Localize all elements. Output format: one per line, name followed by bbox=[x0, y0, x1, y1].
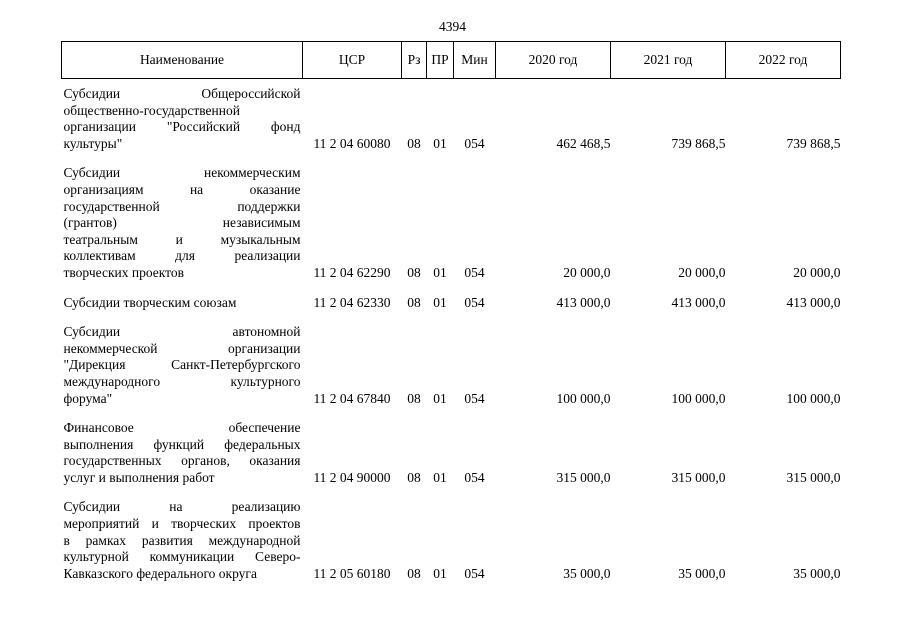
header-2021: 2021 год bbox=[611, 42, 726, 79]
row-csr: 11 2 04 62290 bbox=[313, 264, 391, 280]
row-name bbox=[62, 79, 303, 153]
row-name bbox=[62, 486, 303, 582]
header-name: Наименование bbox=[62, 42, 303, 79]
row-name-line: (грантов) независимым bbox=[63, 215, 301, 231]
row-rz: 08 bbox=[407, 264, 421, 280]
row-name-line: организации "Российский фонд bbox=[63, 119, 301, 135]
row-pr: 01 bbox=[433, 135, 447, 151]
row-name-line: услуг и выполнения работ bbox=[63, 469, 215, 485]
row-name bbox=[62, 311, 303, 407]
row-name-line: организациям на оказание bbox=[63, 181, 301, 197]
row-value-2020: 413 000,0 bbox=[556, 294, 611, 310]
row-min: 054 bbox=[464, 390, 485, 406]
row-value-2022: 20 000,0 bbox=[793, 264, 841, 280]
row-name bbox=[62, 282, 303, 312]
budget-table bbox=[61, 41, 841, 582]
row-rz: 08 bbox=[407, 469, 421, 485]
row-value-2020: 35 000,0 bbox=[563, 565, 611, 581]
header-2022: 2022 год bbox=[726, 42, 841, 79]
table-row bbox=[62, 407, 841, 486]
row-pr: 01 bbox=[433, 264, 447, 280]
table-header-row bbox=[62, 42, 841, 79]
row-value-2021: 100 000,0 bbox=[671, 390, 726, 406]
row-name-line: Субсидии Общероссийской bbox=[63, 86, 301, 101]
row-min: 054 bbox=[464, 135, 485, 151]
row-name-line: некоммерческой организации bbox=[63, 340, 301, 356]
page-number: 4394 bbox=[439, 19, 466, 34]
row-name-line: театральным и музыкальным bbox=[63, 231, 301, 247]
row-name-line: культуры" bbox=[63, 135, 123, 151]
row-name-line: международного культурного bbox=[63, 373, 301, 389]
row-name-line: творческих проектов bbox=[63, 264, 184, 280]
header-pr: ПР bbox=[427, 42, 454, 79]
row-value-2020: 100 000,0 bbox=[556, 390, 611, 406]
table-row bbox=[62, 282, 841, 312]
row-pr: 01 bbox=[433, 390, 447, 406]
row-csr: 11 2 04 90000 bbox=[313, 469, 391, 485]
row-min: 054 bbox=[464, 565, 485, 581]
row-name-line: Субсидии некоммерческим bbox=[63, 165, 301, 181]
row-name-line: государственной поддержки bbox=[63, 198, 301, 214]
row-name-line: Кавказского федерального округа bbox=[63, 565, 257, 581]
row-pr: 01 bbox=[433, 469, 447, 485]
row-value-2020: 315 000,0 bbox=[556, 469, 611, 485]
row-name-line: мероприятий и творческих проектов bbox=[63, 516, 301, 532]
row-min: 054 bbox=[464, 264, 485, 280]
row-name-line: "Дирекция Санкт-Петербургского bbox=[63, 357, 301, 373]
row-min: 054 bbox=[464, 294, 485, 310]
row-name-line: Субсидии творческим союзам bbox=[63, 294, 237, 310]
row-pr: 01 bbox=[433, 294, 447, 310]
row-csr: 11 2 05 60180 bbox=[313, 565, 391, 581]
row-value-2020: 20 000,0 bbox=[563, 264, 611, 280]
row-name bbox=[62, 152, 303, 281]
row-rz: 08 bbox=[407, 294, 421, 310]
row-value-2022: 315 000,0 bbox=[786, 469, 841, 485]
row-name-line: культурной коммуникации Северо- bbox=[63, 549, 301, 565]
row-value-2021: 315 000,0 bbox=[671, 469, 726, 485]
table-row bbox=[62, 79, 841, 153]
table-row bbox=[62, 311, 841, 407]
row-value-2021: 20 000,0 bbox=[678, 264, 726, 280]
row-value-2021: 413 000,0 bbox=[671, 294, 726, 310]
row-name-line: Финансовое обеспечение bbox=[63, 420, 301, 436]
table-body bbox=[62, 79, 841, 583]
row-rz: 08 bbox=[407, 565, 421, 581]
row-name-line: выполнения функций федеральных bbox=[63, 436, 301, 452]
row-name-line: Субсидии автономной bbox=[63, 324, 301, 340]
row-csr: 11 2 04 62330 bbox=[313, 294, 391, 310]
row-value-2022: 35 000,0 bbox=[793, 565, 841, 581]
row-rz: 08 bbox=[407, 135, 421, 151]
header-rz: Рз bbox=[402, 42, 427, 79]
row-name-line: общественно-государственной bbox=[63, 102, 240, 118]
row-name bbox=[62, 407, 303, 486]
row-value-2020: 462 468,5 bbox=[556, 135, 611, 151]
header-2020: 2020 год bbox=[496, 42, 611, 79]
header-csr: ЦСР bbox=[303, 42, 402, 79]
row-value-2022: 739 868,5 bbox=[786, 135, 841, 151]
row-rz: 08 bbox=[407, 390, 421, 406]
row-min: 054 bbox=[464, 469, 485, 485]
row-name-line: Субсидии на реализацию bbox=[63, 499, 301, 515]
table-row bbox=[62, 486, 841, 582]
row-name-line: коллективам для реализации bbox=[63, 248, 301, 264]
row-pr: 01 bbox=[433, 565, 447, 581]
row-value-2022: 413 000,0 bbox=[786, 294, 841, 310]
row-name-line: в рамках развития международной bbox=[63, 532, 301, 548]
row-name-line: форума" bbox=[63, 390, 113, 406]
row-value-2022: 100 000,0 bbox=[786, 390, 841, 406]
row-name-line: государственных органов, оказания bbox=[63, 453, 301, 469]
row-csr: 11 2 04 60080 bbox=[313, 135, 391, 151]
row-value-2021: 739 868,5 bbox=[671, 135, 726, 151]
header-min: Мин bbox=[454, 42, 496, 79]
row-csr: 11 2 04 67840 bbox=[313, 390, 391, 406]
row-value-2021: 35 000,0 bbox=[678, 565, 726, 581]
table-row bbox=[62, 152, 841, 281]
